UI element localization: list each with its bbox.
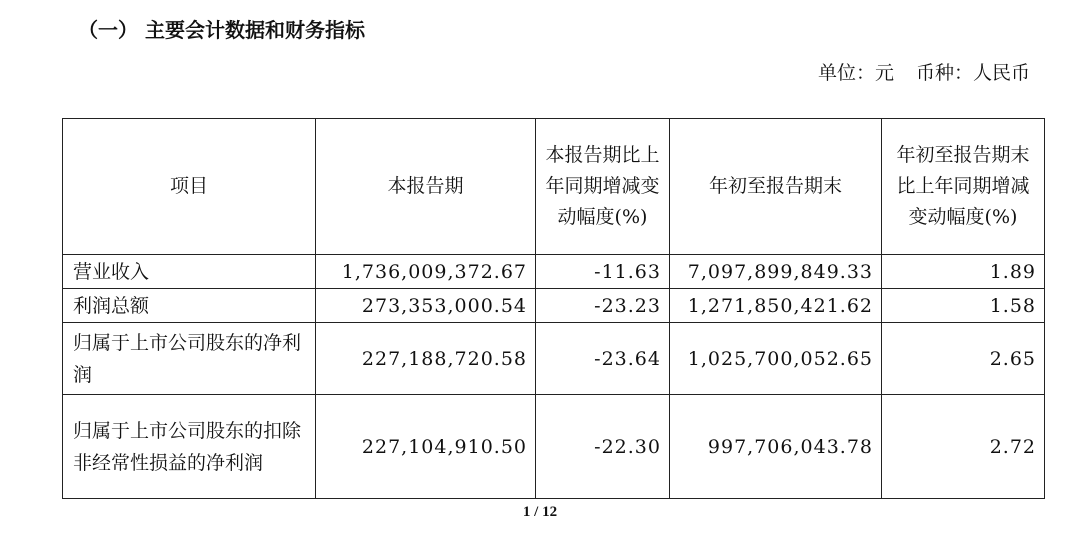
row-current-change: -23.23 [536, 289, 670, 323]
table-row [63, 255, 1045, 289]
section-title: （一） 主要会计数据和财务指标 [78, 18, 365, 42]
row-current-value: 227,104,910.50 [316, 395, 536, 499]
row-label: 营业收入 [63, 255, 316, 289]
row-current-change: -22.30 [536, 395, 670, 499]
header-ytd: 年初至报告期末 [670, 119, 882, 255]
currency-label: 币种：人民币 [915, 62, 1030, 84]
table-row [63, 289, 1045, 323]
row-current-value: 273,353,000.54 [316, 289, 536, 323]
row-current-value: 227,188,720.58 [316, 323, 536, 395]
row-ytd-change: 1.89 [882, 255, 1045, 289]
header-current-change: 本报告期比上年同期增减变动幅度(%) [536, 119, 670, 255]
row-current-change: -11.63 [536, 255, 670, 289]
row-ytd-change: 1.58 [882, 289, 1045, 323]
financial-indicators-table [62, 118, 1045, 499]
header-ytd-change: 年初至报告期末比上年同期增减变动幅度(%) [882, 119, 1045, 255]
unit-label: 单位：元 [817, 62, 894, 84]
row-label: 归属于上市公司股东的扣除非经常性损益的净利润 [63, 395, 316, 499]
row-label: 利润总额 [63, 289, 316, 323]
row-ytd-change: 2.65 [882, 323, 1045, 395]
row-ytd-value: 7,097,899,849.33 [670, 255, 882, 289]
row-current-value: 1,736,009,372.67 [316, 255, 536, 289]
table-header-row [63, 119, 1045, 255]
row-ytd-value: 1,025,700,052.65 [670, 323, 882, 395]
row-label: 归属于上市公司股东的净利润 [63, 323, 316, 395]
row-ytd-value: 997,706,043.78 [670, 395, 882, 499]
unit-currency-line [818, 58, 1030, 85]
header-item: 项目 [63, 119, 316, 255]
header-current-period: 本报告期 [316, 119, 536, 255]
table-row [63, 395, 1045, 499]
row-ytd-value: 1,271,850,421.62 [670, 289, 882, 323]
row-ytd-change: 2.72 [882, 395, 1045, 499]
row-current-change: -23.64 [536, 323, 670, 395]
table-row [63, 323, 1045, 395]
page-indicator: 1 / 12 [522, 504, 558, 520]
